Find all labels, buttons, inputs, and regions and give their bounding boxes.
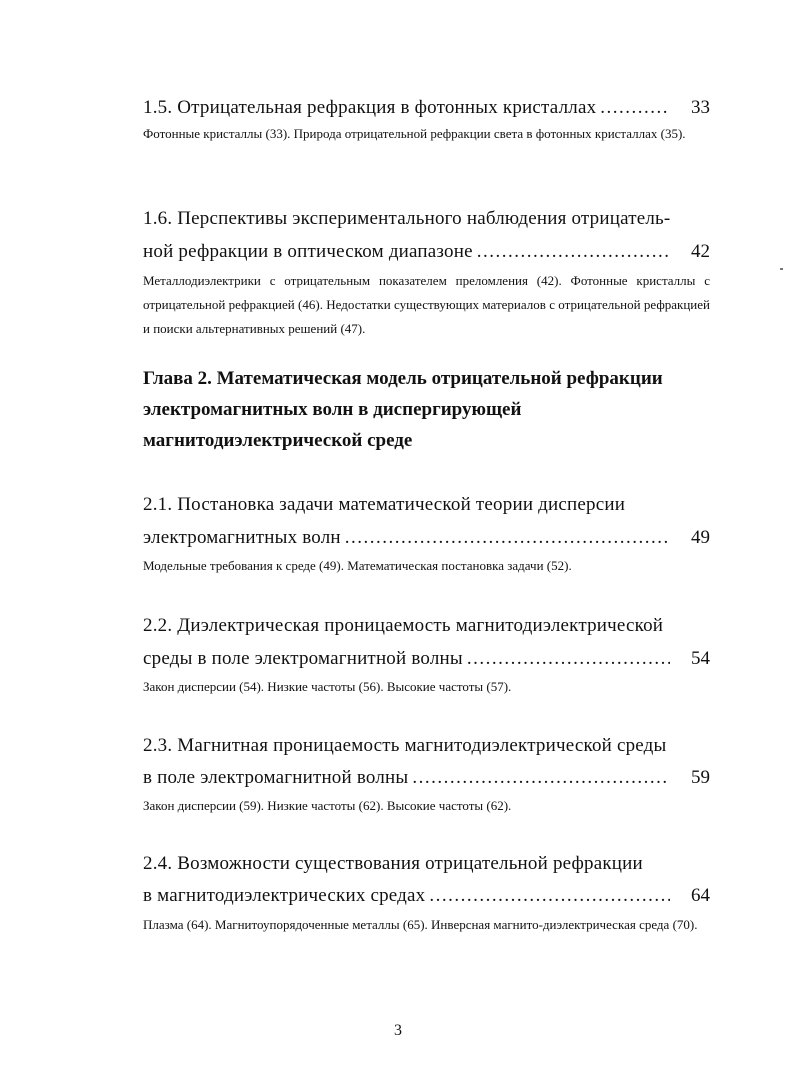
toc-entry-description: Закон дисперсии (59). Низкие частоты (62). Высокие частоты (62). [143,798,512,813]
toc-entry-title-line1: 2.4. Возможности существования отрицательной рефракции [143,853,643,874]
toc-entry-title-text: среды в поле электромагнитной волны [143,648,463,669]
toc-entry-description: Фотонные кристаллы (33). Природа отрицательной рефракции света в фотонных кристаллах (35). [143,126,686,141]
toc-entry-title[interactable] [143,240,710,264]
dot-leader [600,96,670,120]
toc-entry-title[interactable] [143,766,710,790]
toc-entry-title-text: в магнитодиэлектрических средах [143,885,426,906]
toc-entry-title-line1: 1.6. Перспективы экспериментального наблюдения отрицатель- [143,208,671,229]
toc-page-number: 42 [691,241,710,262]
dot-leader [412,766,670,790]
toc-entry-title-text: ной рефракции в оптическом диапазоне [143,241,473,262]
toc-entry-description: Металлодиэлектрики с отрицательным показателем преломления (42). Фотонные кристаллы с отрицательной рефракцией (46). Недостатки существующих материалов с отрицательной рефракцией и поиски альтернативных решений (47). [143,273,710,336]
toc-entry-title-line1: 2.1. Постановка задачи математической теории дисперсии [143,494,626,515]
toc-entry-title[interactable] [143,647,710,671]
scan-speck [780,268,783,270]
page-number: 3 [394,1022,402,1039]
dot-leader [345,526,670,550]
toc-entry-title-text: 1.5. Отрицательная рефракция в фотонных кристаллах [143,97,597,118]
toc-entry-description: Плазма (64). Магнитоупорядоченные металлы (65). Инверсная магнито-диэлектрическая среда (70). [143,917,698,932]
toc-page-number: 49 [691,527,710,548]
chapter-heading-line1: Глава 2. Математическая модель отрицательной рефракции [143,368,663,389]
dot-leader [477,240,670,264]
toc-entry-title[interactable] [143,884,710,908]
toc-entry-title-text: в поле электромагнитной волны [143,767,409,788]
dot-leader [429,884,670,908]
toc-entry-title-line1: 2.3. Магнитная проницаемость магнитодиэлектрической среды [143,735,667,756]
dot-leader [467,647,670,671]
toc-page-number: 64 [691,885,710,906]
toc-entry-title-text: электромагнитных волн [143,527,341,548]
toc-entry-title[interactable] [143,96,710,120]
toc-page-number: 33 [691,97,710,118]
toc-entry-title-line1: 2.2. Диэлектрическая проницаемость магнитодиэлектрической [143,615,664,636]
toc-page-number: 54 [691,648,710,669]
toc-entry-description: Закон дисперсии (54). Низкие частоты (56). Высокие частоты (57). [143,679,512,694]
chapter-heading-line3: магнитодиэлектрической среде [143,430,413,451]
toc-entry-title[interactable] [143,526,710,550]
toc-entry-description: Модельные требования к среде (49). Математическая постановка задачи (52). [143,558,572,573]
chapter-heading-line2: электромагнитных волн в диспергирующей [143,399,522,420]
toc-page-number: 59 [691,767,710,788]
